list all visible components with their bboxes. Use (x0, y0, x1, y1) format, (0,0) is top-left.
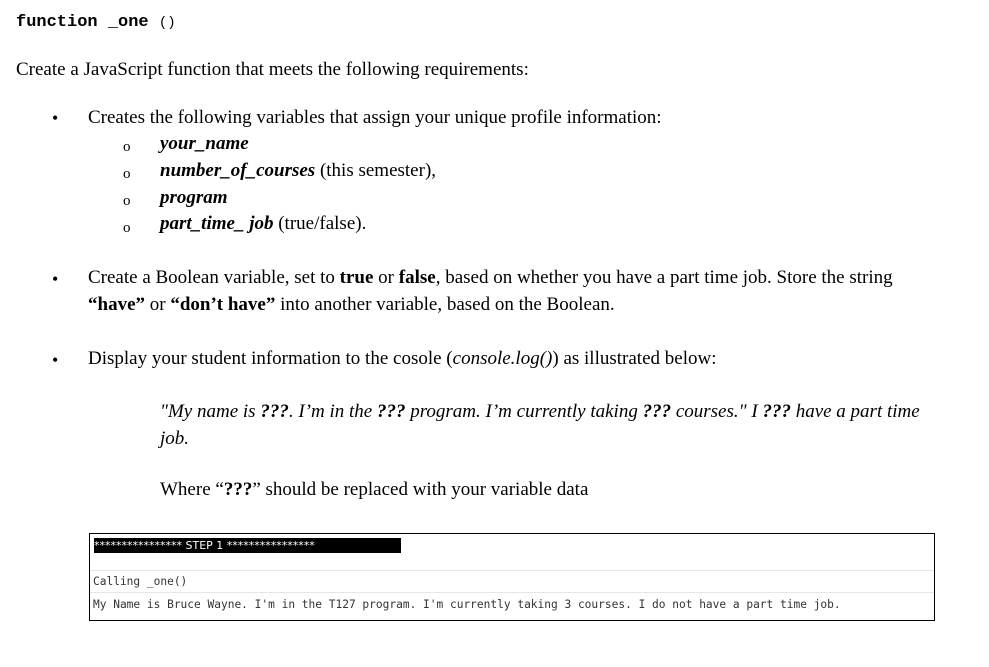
step-1-banner: **************** STEP 1 **************** (94, 538, 401, 553)
bullet-marker: • (52, 108, 59, 128)
console-divider (90, 592, 934, 593)
function-parens: () (158, 15, 176, 31)
console-line-output: My Name is Bruce Wayne. I'm in the T127 program. I'm currently taking 3 courses. I do not have a part time job. (93, 598, 841, 611)
intro-text: Create a JavaScript function that meets the following requirements: (16, 59, 529, 80)
sub-item-number-of-courses: number_of_courses (this semester), (160, 160, 437, 181)
example-output-quote: "My name is ???. I’m in the ??? program. I’m currently taking ??? courses." I ??? have a part time job. (160, 401, 920, 449)
bullet-marker: • (52, 269, 59, 289)
sub-bullet-marker: o (123, 166, 131, 182)
bullet-1-text: Creates the following variables that assign your unique profile information: (88, 107, 662, 128)
console-output-panel (89, 533, 935, 621)
sub-bullet-marker: o (123, 139, 131, 155)
sub-bullet-marker: o (123, 220, 131, 236)
sub-item-part-time-job: part_time_ job (true/false). (160, 213, 367, 234)
function-name: _one (107, 13, 149, 32)
sub-item-your-name: your_name (160, 133, 249, 154)
replacement-note: Where “???” should be replaced with your variable data (160, 479, 589, 500)
function-keyword: function (16, 13, 98, 32)
bullet-marker: • (52, 350, 59, 370)
sub-bullet-marker: o (123, 193, 131, 209)
sub-item-program: program (160, 187, 228, 208)
console-divider (90, 570, 934, 571)
console-line-calling: Calling _one() (93, 575, 188, 588)
bullet-2-text: Create a Boolean variable, set to true or false, based on whether you have a part time job. Store the string “have” or “don’t have” into another variable, based on the Boolean. (88, 267, 893, 315)
function-heading (16, 12, 176, 34)
bullet-3-text: Display your student information to the cosole (console.log()) as illustrated below: (88, 348, 717, 369)
